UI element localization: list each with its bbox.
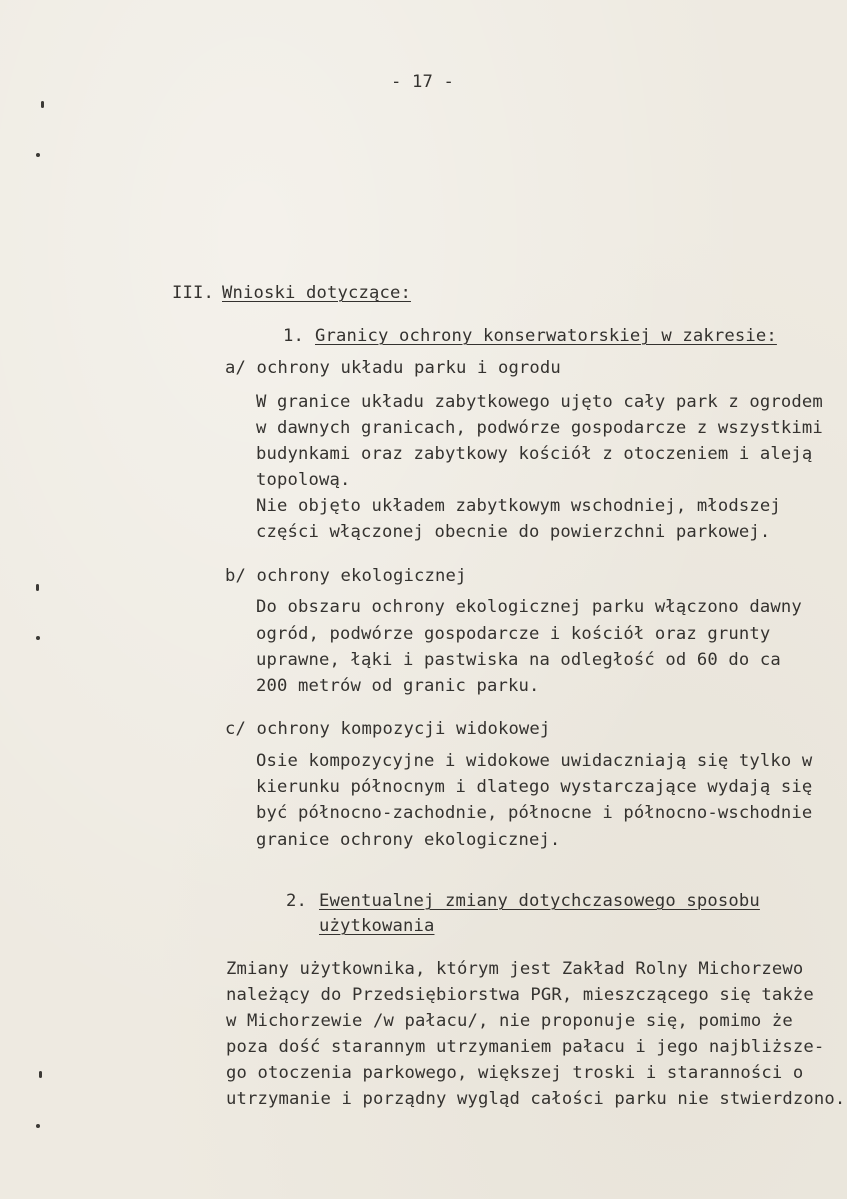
item-c-line: Osie kompozycyjne i widokowe uwidaczniają się tylko w xyxy=(256,751,813,771)
margin-mark xyxy=(41,101,44,108)
margin-mark xyxy=(36,1124,40,1128)
item-b-line: 200 metrów od granic parku. xyxy=(256,676,540,696)
page-number: - 17 - xyxy=(391,72,454,92)
item-a-line: W granice układu zabytkowego ujęto cały park z ogrodem xyxy=(256,392,823,412)
subsection-2-title-line1: Ewentualnej zmiany dotychczasowego sposobu xyxy=(319,891,760,911)
subsection-1-number: 1. xyxy=(283,326,304,346)
margin-mark xyxy=(36,636,40,640)
item-a-label: a/ ochrony układu parku i ogrodu xyxy=(225,358,561,378)
section-2-line: w Michorzewie /w pałacu/, nie proponuje się, pomimo że xyxy=(226,1011,793,1031)
item-c-line: granice ochrony ekologicznej. xyxy=(256,830,561,850)
section-number: III. xyxy=(172,283,214,303)
item-a-line: Nie objęto układem zabytkowym wschodniej, młodszej xyxy=(256,496,781,516)
section-2-line: poza dość starannym utrzymaniem pałacu i jego najbliższe- xyxy=(226,1037,825,1057)
item-b-line: ogród, podwórze gospodarcze i kościół oraz grunty xyxy=(256,624,771,644)
item-c-label: c/ ochrony kompozycji widokowej xyxy=(225,719,551,739)
item-c-line: kierunku północnym i dlatego wystarczające wydają się xyxy=(256,777,813,797)
item-c-line: być północno-zachodnie, północne i północno-wschodnie xyxy=(256,803,813,823)
section-2-line: Zmiany użytkownika, którym jest Zakład Rolny Michorzewo xyxy=(226,959,804,979)
item-b-label: b/ ochrony ekologicznej xyxy=(225,566,467,586)
item-a-line: budynkami oraz zabytkowy kościół z otoczeniem i aleją xyxy=(256,444,813,464)
item-a-line: w dawnych granicach, podwórze gospodarcze z wszystkimi xyxy=(256,418,823,438)
item-b-line: uprawne, łąki i pastwiska na odległość od 60 do ca xyxy=(256,650,781,670)
margin-mark xyxy=(39,1071,42,1078)
item-a-line: części włączonej obecnie do powierzchni parkowej. xyxy=(256,522,771,542)
section-2-line: należący do Przedsiębiorstwa PGR, mieszczącego się także xyxy=(226,985,814,1005)
subsection-2-title-line2: użytkowania xyxy=(319,916,435,936)
subsection-1-title: Granicy ochrony konserwatorskiej w zakresie: xyxy=(315,326,777,346)
subsection-2-number: 2. xyxy=(286,891,307,911)
margin-mark xyxy=(36,584,39,591)
item-b-line: Do obszaru ochrony ekologicznej parku włączono dawny xyxy=(256,597,802,617)
item-a-line: topolową. xyxy=(256,470,351,490)
section-2-line: go otoczenia parkowego, większej troski i staranności o xyxy=(226,1063,804,1083)
section-heading: Wnioski dotyczące: xyxy=(222,283,411,303)
margin-mark xyxy=(36,153,40,157)
section-2-line: utrzymanie i porządny wygląd całości parku nie stwierdzono. xyxy=(226,1089,846,1109)
